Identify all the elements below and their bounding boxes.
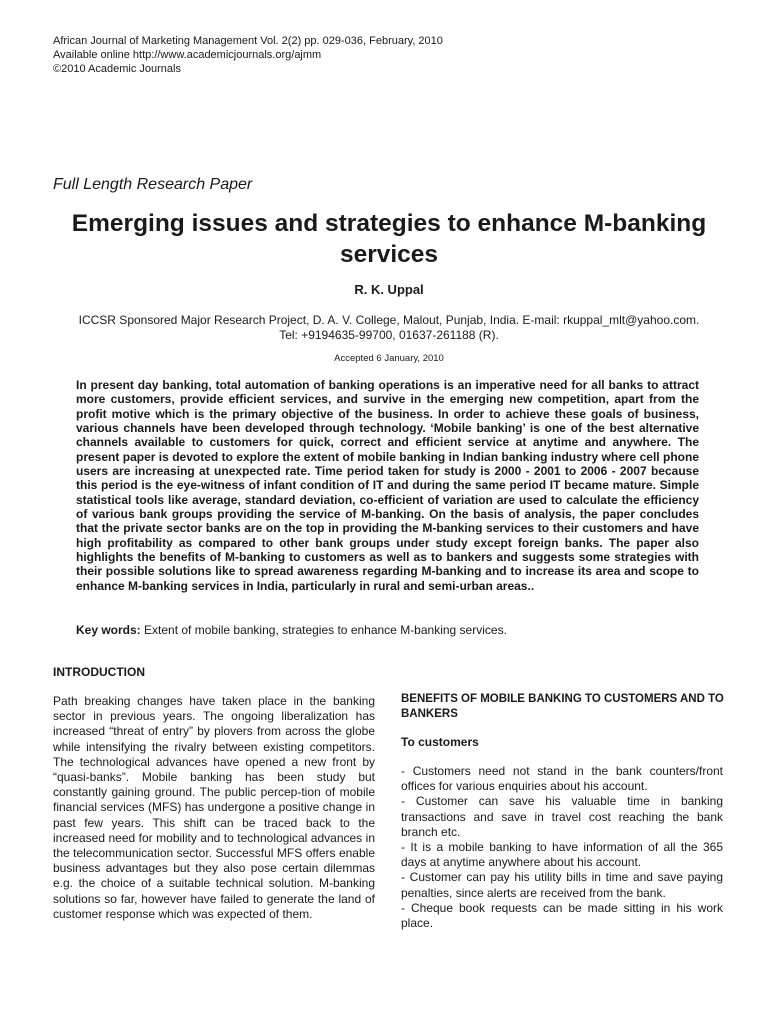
- list-item: - It is a mobile banking to have information of all the 365 days at anytime anywhere about his account.: [401, 840, 723, 870]
- abstract: In present day banking, total automation of banking operations is an imperative need for all banks to attract more customers, provide efficient services, and survive in the emerging new competition, apart from the profit motive which is the primary objective of the business. In order to achieve these goals of business, various channels have been developed through technology. ‘Mobile banking’ is one of the best alternative channels available to customers for quick, correct and efficient service at anytime and anywhere. The present paper is devoted to explore the extent of mobile banking in Indian banking industry where cell phone users are increasing at unexpected rate. Time period taken for study is 2000 - 2001 to 2006 - 2007 because this period is the eye-witness of infant condition of IT and during the same period IT became mature. Simple statistical tools like average, standard deviation, co-efficient of variation are used to calculate the efficiency of various bank groups providing the service of M-banking. On the basis of analysis, the paper concludes that the private sector banks are on the top in providing the M-banking services to their customers and have high profitability as compared to other bank groups under study except foreign banks. The paper also highlights the benefits of M-banking to customers as well as to bankers and suggests some strategies with their possible solutions like to spread awareness regarding M-banking and to increase its area and scope to enhance M-banking services in India, particularly in rural and semi-urban areas..: [76, 378, 699, 593]
- list-item: - Cheque book requests can be made sitting in his work place.: [401, 900, 723, 931]
- journal-citation: African Journal of Marketing Management Vol. 2(2) pp. 029-036, February, 2010: [53, 35, 443, 47]
- keywords-label: Key words:: [76, 623, 141, 637]
- paper-title: Emerging issues and strategies to enhance M-banking services: [71, 210, 707, 268]
- affiliation-phone: Tel: +9194635-99700, 01637-261188 (R).: [279, 328, 499, 342]
- list-item: - Customer can pay his utility bills in time and save paying penalties, since alerts are received from the bank.: [401, 870, 723, 900]
- affiliation-line: ICCSR Sponsored Major Research Project, D. A. V. College, Malout, Punjab, India. E-mail: rkuppal_mlt@yahoo.com.: [78, 313, 700, 327]
- keywords-text: Extent of mobile banking, strategies to enhance M-banking services.: [144, 623, 507, 637]
- keywords: [76, 623, 699, 637]
- list-item: - Customer can save his valuable time in banking transactions and save in travel cost reaching the bank branch etc.: [401, 794, 723, 839]
- journal-copyright: ©2010 Academic Journals: [53, 63, 181, 75]
- benefits-heading: BENEFITS OF MOBILE BANKING TO CUSTOMERS AND TO BANKERS: [401, 693, 724, 720]
- journal-header: [53, 34, 443, 76]
- introduction-heading: INTRODUCTION: [53, 665, 145, 679]
- accepted-date: Accepted 6 January, 2010: [334, 353, 444, 364]
- author-name: R. K. Uppal: [354, 282, 424, 297]
- to-customers-subheading: To customers: [401, 735, 479, 749]
- list-item: - Customers need not stand in the bank counters/front offices for various enquiries about his account.: [401, 764, 723, 794]
- benefits-list: [401, 764, 723, 931]
- author-affiliation: [40, 313, 738, 343]
- introduction-text: Path breaking changes have taken place in the banking sector in previous years. The ongoing liberalization has increased “threat of entry” by plovers from across the globe while intensifying the rivalry between existing competitors. The technological advances have opened a new front by “quasi-banks”. Mobile banking has been study but constantly gaining ground. The public percep-tion of mobile financial services (MFS) has undergone a positive change in past few years. This shift can be traced back to the increased need for mobility and to technological advances in the telecommunication sector. Successful MFS offers enable business advantages but they also pose certain dilemmas e.g. the choice of a suitable technical solution. M-banking solutions so far, however have failed to generate the land of customer response which was expected of them.: [53, 694, 375, 921]
- paper-type: Full Length Research Paper: [53, 176, 253, 193]
- journal-url: Available online http://www.academicjournals.org/ajmm: [53, 49, 322, 61]
